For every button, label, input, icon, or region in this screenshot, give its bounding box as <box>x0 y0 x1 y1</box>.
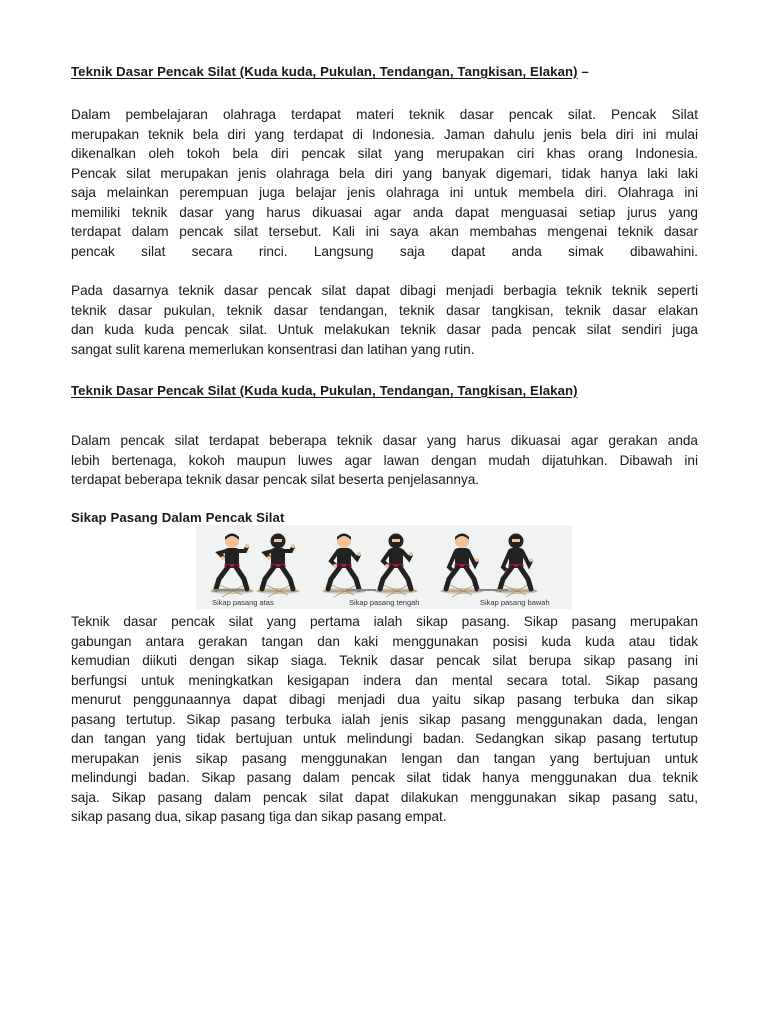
heading-2 <box>71 383 578 398</box>
paragraph-line: kemudian diikuti dengan sikap siaga. Teknik dasar pencak silat berupa sikap pasang ini <box>71 653 698 668</box>
heading-2-text: Teknik Dasar Pencak Silat (Kuda kuda, Pukulan, Tendangan, Tangkisan, Elakan) <box>71 383 578 398</box>
paragraph-4 <box>71 612 698 827</box>
heading-3 <box>71 510 284 525</box>
silat-figure <box>256 534 300 598</box>
paragraph-line: gabungan antara gerakan tangan dan kaki menggunakan posisi kuda kuda atau tidak <box>71 633 698 649</box>
paragraph-line: dan kuda kuda pencak silat. Untuk melakukan teknik dasar pada pencak silat sendiri juga <box>71 322 698 337</box>
heading-1-text: Teknik Dasar Pencak Silat (Kuda kuda, Pukulan, Tendangan, Tangkisan, Elakan) <box>71 64 578 79</box>
paragraph-line: saja. Sikap pasang dalam pencak silat dapat dilakukan menggunakan sikap pasang satu, <box>71 789 698 805</box>
silat-figure <box>374 534 418 598</box>
silat-figure <box>210 534 254 598</box>
heading-1 <box>71 64 589 79</box>
paragraph-line: melindungi badan. Sikap pasang dalam pencak silat tidak hanya menggunakan dua teknik <box>71 770 698 785</box>
paragraph-line: sikap pasang dua, sikap pasang tiga dan sikap pasang empat. <box>71 809 447 824</box>
paragraph-line: menurut penggunaannya dapat dibagi menjadi dua yaitu sikap pasang terbuka dan sikap <box>71 692 698 707</box>
paragraph-line: dikenalkan oleh tokoh bela diri pencak silat yang merupakan ciri khas orang Indonesia. <box>71 146 698 161</box>
paragraph-line: sangat sulit karena memerlukan konsentrasi dan latihan yang rutin. <box>71 341 475 357</box>
paragraph-line: Pencak silat merupakan jenis olahraga bela diri yang banyak digemari, tidak hanya laki laki <box>71 165 698 181</box>
paragraph-line: Teknik dasar pencak silat yang pertama ialah sikap pasang. Sikap pasang merupakan <box>71 614 698 629</box>
illustration-svg <box>196 525 572 609</box>
small-label-mark <box>214 589 244 591</box>
silat-figure <box>440 534 484 598</box>
paragraph-line: merupakan teknik bela diri yang terdapat di Indonesia. Jaman dahulu jenis bela diri ini mulai <box>71 126 698 142</box>
paragraph-line: pasang tertutup. Sikap pasang terbuka ialah jenis sikap pasang menggunakan dada, lengan <box>71 711 698 727</box>
heading-1-suffix: – <box>577 64 589 79</box>
paragraph-line: lebih bertenaga, kokoh maupun luwes agar lawan dengan mudah dijatuhkan. Dibawah ini <box>71 452 698 468</box>
small-label-mark <box>478 589 508 591</box>
paragraph-line: dan tangan yang tidak bertujuan untuk melindungi badan. Sedangkan sikap pasang tertutup <box>71 731 698 746</box>
paragraph-line: Pada dasarnya teknik dasar pencak silat dapat dibagi menjadi berbagia teknik teknik seperti <box>71 283 698 298</box>
silat-figure <box>494 534 538 598</box>
paragraph-line: saja melainkan perempuan juga belajar jenis olahraga ini untuk membela diri. Olahraga ini <box>71 185 698 200</box>
silat-figure <box>322 534 366 598</box>
caption-tengah: Sikap pasang tengah <box>349 598 420 607</box>
small-label-mark <box>346 589 376 591</box>
paragraph-line: terdapat dalam pencak silat tersebut. Kali ini saya akan membahas mengenai teknik dasar <box>71 224 698 239</box>
heading-3-text: Sikap Pasang Dalam Pencak Silat <box>71 510 285 525</box>
paragraph-line: Dalam pencak silat terdapat beberapa teknik dasar yang harus dikuasai agar gerakan anda <box>71 433 698 448</box>
paragraph-1 <box>71 105 698 261</box>
paragraph-2 <box>71 281 698 359</box>
paragraph-line: Dalam pembelajaran olahraga terdapat materi teknik dasar pencak silat. Pencak Silat <box>71 107 698 122</box>
paragraph-line: berfungsi untuk meningkatkan kesigapan indera dan mental secara total. Sikap pasang <box>71 672 698 688</box>
caption-atas: Sikap pasang atas <box>212 598 274 607</box>
caption-bawah: Sikap pasang bawah <box>480 598 550 607</box>
sikap-pasang-illustration <box>196 525 572 609</box>
paragraph-line: terdapat beberapa teknik dasar pencak silat beserta penjelasannya. <box>71 472 480 487</box>
paragraph-line: pencak silat secara rinci. Langsung saja dapat anda simak dibawahini. <box>71 243 698 259</box>
paragraph-line: teknik dasar pukulan, teknik dasar tendangan, teknik dasar tangkisan, teknik dasar elakan <box>71 302 698 318</box>
paragraph-line: merupakan jenis sikap pasang menggunakan lengan dan tangan yang bertujuan untuk <box>71 750 698 766</box>
paragraph-3 <box>71 431 698 490</box>
paragraph-line: memiliki teknik dasar yang harus dikuasai agar anda dapat menguasai setiap jurus yang <box>71 204 698 220</box>
